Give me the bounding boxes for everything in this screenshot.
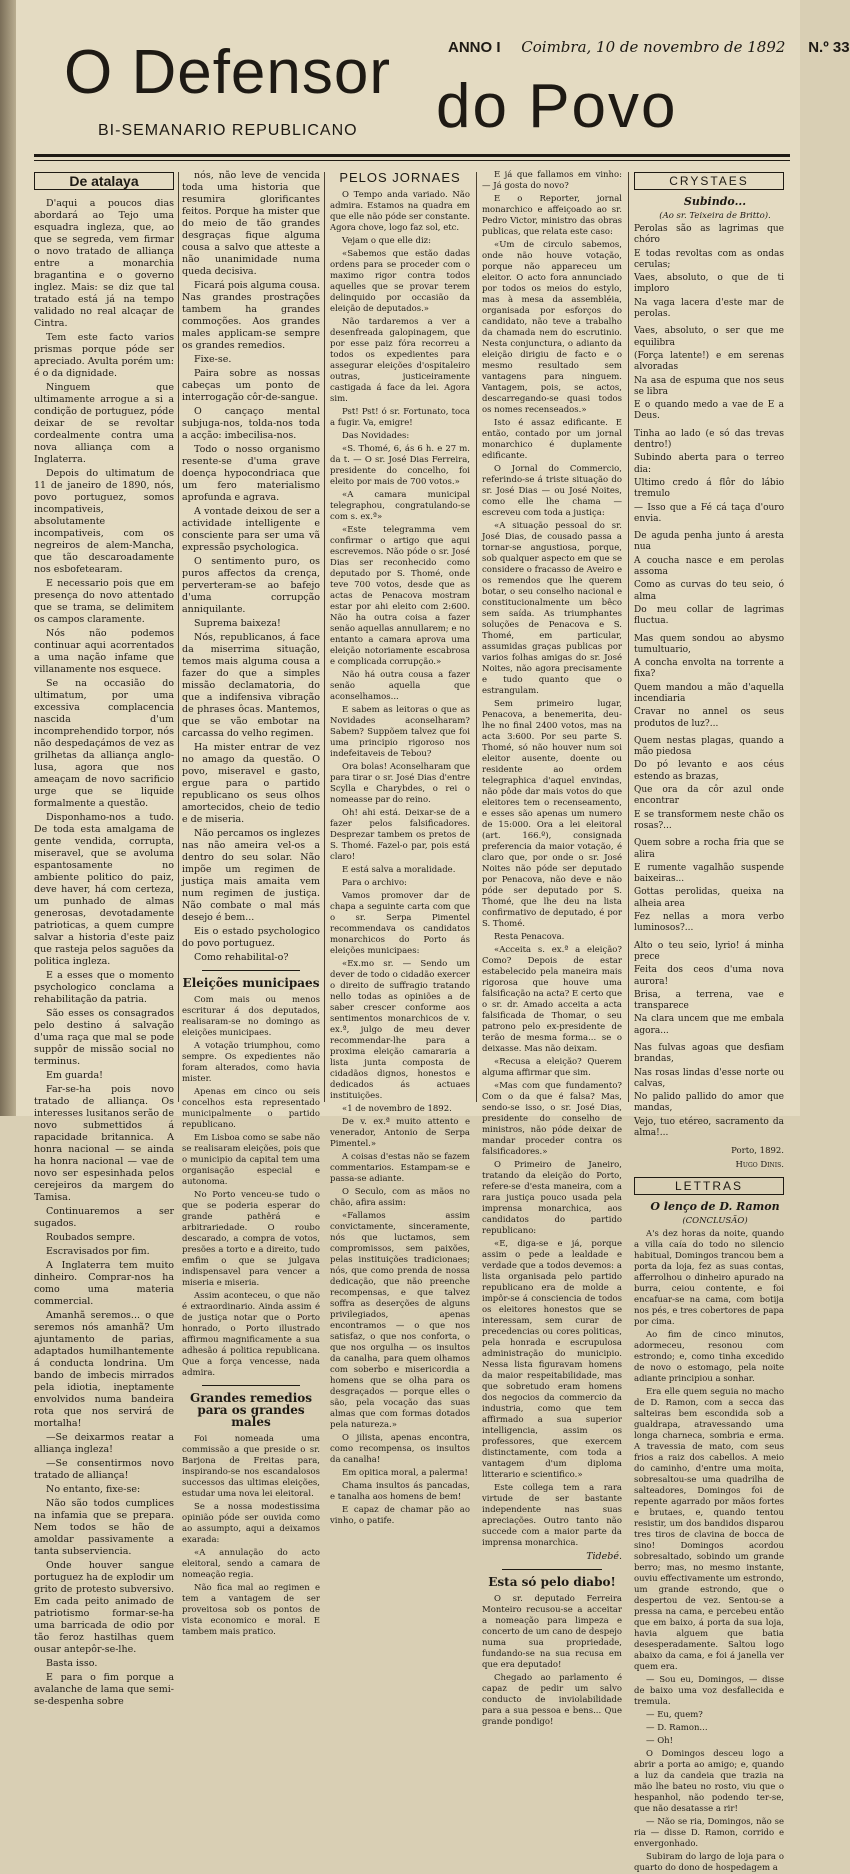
paragraph: A Inglaterra tem muito dinheiro. Comprar-nos ha como uma materia commercial. — [34, 1260, 174, 1307]
verse-line: Fez nellas a mora verbo luminosos?... — [634, 912, 784, 934]
paragraph: «A camara municipal telegraphou, congratulando-se com s. ex.ª» — [330, 490, 470, 522]
paragraph: Vejam o que elle diz: — [342, 236, 432, 246]
paragraph: «Acceita s. ex.ª a eleição? Como? Depois de estar estabelecido pela maneira mais rigorosa que houve uma falsificação na acta? E certo que o sr. dr. Amado acceita a acta falsificada de Thomar, o seu patrono pelo ex-presidente de terão de mesma forma... se o deixasse. Mas não deixam. — [482, 945, 622, 1054]
paragraph: Escravisados por fim. — [46, 1246, 150, 1257]
paragraph: — Não se ria, Domingos, não se ria — disse D. Ramon, corrido e envergonhado. — [634, 1817, 784, 1850]
paragraph: O sentimento puro, os puros affectos da crença, perverteram-se ao bafejo d'uma corrupção anniquilante. — [182, 556, 320, 615]
stanza — [634, 326, 784, 422]
paragraph: Ao fim de cinco minutos, adormeceu, resonou com estrondo; e, como tinha excedido de novo o estomago, pela noite adiante principiou a sonhar. — [634, 1330, 784, 1385]
verse-line: Que ora da côr azul onde encontrar — [634, 785, 784, 807]
verse-line: Ultimo credo á flôr do lábio tremulo — [634, 477, 784, 500]
masthead-rule — [34, 154, 790, 157]
paragraph: Em Lisboa como se sabe não se realisaram eleições, pois que o municipio da capital tem uma organisação especial e autonoma. — [182, 1133, 320, 1187]
paragraph: E a esses que o momento psychologico conclama a rehabilitação da patria. — [34, 970, 174, 1005]
paragraph: «A annulação do acto eleitoral, sendo a camara de nomeação regia. — [182, 1548, 320, 1580]
column-5 — [634, 170, 784, 1874]
paragraph: Não há outra cousa a fazer senão aquella que aconselhamos... — [330, 670, 470, 702]
verse-line: (Força latente!) e em serenas alvoradas — [634, 350, 784, 373]
article-heading: Grandes remedios para os grandes males — [189, 1391, 313, 1429]
paragraph: O Jornal do Commercio, referindo-se á triste situação do sr. José Dias — ou José Noites, como elle lhe chama — escreveu com toda a justiça: — [482, 464, 622, 518]
paragraph: Não tardaremos a ver a desenfreada galopinagem, que por esse paiz fóra recorreu a todos os expedientes para assegurar eleições d'ospitaleiro outras, justiceiramente castigada á face da lei. Agora sim. — [330, 317, 470, 404]
section-heading: CRYSTAES — [634, 172, 784, 190]
paragraph: «Fallamos assim convictamente, sinceramente, nós que luctamos, sem compromissos, sem paixões, pelas instituições tradicionaes; nós, que como prenda de nossa dedicação, que não preenche recompensas, e que talvez soffra as deserções de alguns privilegiados, apenas encontramos — o que nos satisfaz, o que nos conforta, o que nos orgulha — os insultos da canalha, para quem olhamos com soberbo e misericordia a homens que se olha para os desgraçados — porque elles o são, pela vocação das suas almas que com formas dotados pela natureza.» — [330, 1211, 470, 1430]
verse-line: Mas quem sondou ao abysmo tumultuario, — [634, 633, 784, 655]
paragraph: E já que fallamos em vinho: — Já gosta do novo? — [482, 170, 622, 191]
paragraph: A's dez horas da noite, quando a villa caía do todo no silencio habitual, Domingos trancou bem a porta da loja, fez as suas contas, afferrolhou o dinheiro apurado na burra, ceiou contente, e foi encafuar-se na cama, com botija nos pés, e tres cobertores de papa por cima. — [634, 1229, 784, 1328]
article-body — [182, 170, 320, 964]
paragraph: —Se consentirmos novo tratado de alliança! — [34, 1458, 174, 1481]
column-3 — [330, 170, 470, 1526]
verse-line: Feita dos ceos d'uma nova aurora! — [634, 965, 784, 987]
paragraph: Foi nomeada uma commissão a que preside o sr. Barjona de Freitas para, inspirando-se nos escandalosos successos das ultimas eleições, estudar uma nova lei eleitoral. — [182, 1434, 320, 1499]
paragraph: Com mais ou menos escriturar á dos deputados, realisaram-se no domingo as eleições municipaes. — [182, 995, 320, 1038]
paragraph: Resta Penacova. — [494, 932, 565, 942]
verse-line: E se transformem neste chão os rosas?... — [634, 809, 784, 831]
paragraph: O Domingos desceu logo a abrir a porta ao amigo; e, quando a luz da candeia que trazia na mão lhe bateu no rosto, viu que o hespanhol, não podendo ter-se, que não desatasse a rir! — [634, 1749, 784, 1815]
stanza — [634, 1043, 784, 1139]
paragraph: Se na occasião do ultimatum, por uma excessiva complacencia nascida d'um incomprehendido torpor, nós não despedaçámos de vez as grilhetas da alliança anglo-lusa, agora que nos ameaçam de novo sacrificio urge que se liquide formalmente a questão. — [34, 678, 174, 809]
paragraph: São esses os consagrados pelo destino á salvação d'uma raça que mal se pode suppôr de missão social no terminus. — [34, 1008, 174, 1067]
verse-line: No palido pallido do amor que mandas, — [634, 1092, 784, 1114]
paragraph: — Oh! — [646, 1736, 674, 1747]
verse-line: Alto o teu seio, lyrio! á minha prece — [634, 940, 784, 962]
verse-line: Na vaga lacera d'este mar de perolas. — [634, 297, 784, 320]
paragraph: Ha mister entrar de vez no amago da questão. O povo, miseravel e gasto, ergue para o partido republicano os seus olhos amortecidos, cheio de tedio e de miseria. — [182, 742, 320, 825]
paragraph: «Este telegramma vem confirmar o artigo que aqui escrevemos. Não póde o sr. José Dias ser reconhecido como deputado por S. Thomé, onde teve 700 votos, desde que as actas de Penacova mostram estar por ahi eleito com 2:600. Não ha outra coisa a fazer senão aquellas annullarem; e no entanto a camara aprova uma eleição notoriamente escabrosa e complicada corrupção.» — [330, 525, 470, 667]
paragraph: «A situação pessoal do sr. José Dias, de cousado passa a tornar-se angustiosa, porque, sob qualquer aspecto em que se considere o fracasso de Aveiro e os remendos que lhe querem botar, o seu conselho nacional e constitucionalmente um bêco sem saída. As triumphantes soluções de Penacova e S. Thomé, em particular, assumidas graças publicas por varios folhas amigas do sr. José Noites, não agora precisamente e tudo quanto que o estrangulam. — [482, 521, 622, 696]
paragraph: «Um de circulo sabemos, onde não houve votação, porque não appareceu um eleitor. O acto fora annunciado por todos os meios do estylo, mas à mesa da assembléia, organisada por esforços do candidato, não teve a trabalho da chamada nem do escrutinio. Nesta conjunctura, o adianto da eleição dirigiu de facto e o mesmo resultado sem vantagens para ninguem. Vantagem, pois, se actos, descarregando-se quasi todos os nomes recenseados.» — [482, 240, 622, 415]
paragraph: No entanto, fixe-se: — [46, 1484, 141, 1495]
article-heading: Eleições municipaes — [182, 976, 320, 990]
article-body — [182, 1434, 320, 1638]
issue-number: N.º 33 — [808, 39, 850, 56]
verse-line: Subindo aberta para o terreo dia: — [634, 453, 784, 475]
paragraph: Vamos promover dar de chapa a seguinte carta com que o sr. Serpa Pimentel recommendava os candidatos monarchicos do Porto ás eleições municipaes: — [330, 891, 470, 956]
poem-title: Subindo... — [683, 195, 747, 208]
paragraph: «E, diga-se e já, porque assim o pede a lealdade e verdade que a todos devemos: a lista organisada pelo partido republicano era de molde a impôr-se á consciencia de todos os eleitores honestos que se interessam, sem curar de precedencias ou cores politicas, pela honrada e escrupulosa administração do municipio. Nessa lista figuravam homens da maior respeitabilidade, mas que sobretudo eram homens dos negocios da commercio da industria, como que tem affirmado a sua superior intelligencia, assim os professores, que exercem distinctamente, com toda a vantagem d'um diploma litterario e scientifico.» — [482, 1239, 622, 1480]
divider — [202, 1385, 300, 1386]
paragraph: E o Reporter, jornal monarchico e affeiçoado ao sr. Pedro Victor, ministro das obras publicas, que relata este caso: — [482, 194, 622, 237]
verse-line: Do meu collar de lagrimas fluctua. — [634, 604, 784, 627]
article-body — [482, 1594, 622, 1728]
paragraph: Nós, republicanos, á face da miserrima situação, temos mais alguma cousa a fazer do que a simples missão declamatoria, do que a indifensiva vibração de phrases ôcas. Mantemos, que se vão embotar na carcassa do velho regimen. — [182, 632, 320, 739]
paragraph: E para o fim porque a avalanche de lama que semi-se-despenha sobre — [34, 1672, 174, 1707]
article-body — [482, 170, 622, 1549]
story-note: (CONCLUSÃO) — [682, 1216, 748, 1227]
paragraph: O jilista, apenas encontra, como recompensa, os insultos da canalha! — [330, 1433, 470, 1465]
column-4 — [482, 170, 622, 1727]
article-body — [34, 198, 174, 1708]
paragraph: Ora bolas! Aconselharam que para tirar o sr. José Dias d'entre Scylla e Charybdes, o rei o nomeasse par do reino. — [330, 762, 470, 805]
title-part-2: do Povo — [436, 72, 678, 141]
verse-line: — Isso que a Fé cá taça d'ouro envia. — [634, 502, 784, 524]
paragraph: Tem este facto varios prismas porque póde ser apreciado. Avulta porém um: é o da dignidade. — [34, 332, 174, 379]
stanza — [634, 429, 784, 525]
divider — [502, 1569, 602, 1570]
poem-place-date: Porto, 1892. — [731, 1146, 784, 1157]
verse-line: Tinha ao lado (e só das trevas dentro!) — [634, 428, 784, 451]
paragraph: Subiram do largo de loja para o quarto do dono de hospedagem a — [634, 1852, 784, 1874]
paragraph: Todo o nosso organismo resente-se d'uma grave doença hypocondriaca que um fero materialismo aprofunda e agrava. — [182, 444, 320, 503]
verse-line: Como as curvas do teu seio, ó alma — [634, 580, 784, 602]
paragraph: Onde houver sangue portuguez ha de explodir um grito de protesto subversivo. Em cada peito animado de patriotismo formar-se-ha uma barricada de odio por tão feroz hastilhas quem ousar antepôr-se-lhe. — [34, 1560, 174, 1655]
paragraph: O Tempo anda variado. Não admira. Estamos na quadra em que elle não póde ser constante. Agora chove, logo faz sol, etc. — [330, 190, 470, 233]
paragraph: Para o archivo: — [342, 878, 407, 888]
paragraph: D'aqui a poucos dias abordará ao Tejo uma esquadra ingleza, que, ao que se segreda, vem firmar o novo tratado de alliança entre a monarchia bragantina e o governo inglez. Mais: se diz que tal tratado está já na tempo validado no real alcaçar de Cintra. — [34, 198, 174, 329]
article-heading: De atalaya — [34, 172, 174, 190]
verse-line: Vejo, tuo etéreo, sacramento da alma!... — [634, 1116, 784, 1139]
paragraph: Este collega tem a rara virtude de ser bastante independente nas suas apreciações. Outro tanto não succede com a maior parte da imprensa monarchica. — [482, 1483, 622, 1548]
title-part-1: O Defensor — [64, 38, 392, 107]
column-separator — [476, 172, 477, 1102]
poet-name: Hugo Dinis. — [735, 1160, 784, 1171]
paragraph: Era elle quem seguia no macho de D. Ramon, com a secca das salteiras bem escondida sob a gualdrapa, atravessando uma longa charneca, sombria e erma. A travessia de mato, com seus frios a raiz dos cabellos. A meio do caminho, d'entre uma moita, sobresaltou-se uma quadrilha de salteadores, Domingos foi de repente agarrado por mãos fortes e brutaes, e, quando tentou resistir, um dos bandidos disparou tres tiros de clavina de bocca de sino! Domingos acordou sobresaltado, sobindo um grande berro; mas, no mesmo instante, ouviu effectivamente um estrondo, um grande estrondo, que o despertou de vez. Sentou-se a pressa na cama, e percebeu então que em baixo, á porta da sua loja, havia alguem que batia desesperadamente. Saltou logo abaixo da cama, e foi á janella ver quem era. — [634, 1387, 784, 1673]
paragraph: Nós não podemos continuar aqui acorrentados a uma nação infame que villanamente nos esquece. — [34, 628, 174, 675]
stanza — [634, 224, 784, 320]
paragraph: Como rehabilital-o? — [194, 952, 289, 963]
paragraph: Continuaremos a ser sugados. — [34, 1206, 174, 1229]
paragraph: nós, não leve de vencida toda uma historia que resumira glorificantes feitos. Porque ha mister que do meio de tão grandes desgraças fique alguma cousa a salvo que atteste a não unanimidade numa queda decisiva. — [182, 170, 320, 277]
dateline — [448, 38, 850, 56]
verse-line: A coucha nasce e em perolas assoma — [634, 555, 784, 578]
paragraph: A coisas d'estas não se fazem commentarios. Estampam-se e passa-se adiante. — [330, 1152, 470, 1184]
paragraph: «S. Thomé, 6, ás 6 h. e 27 m. da t. — O sr. José Dias Ferreira, presidente do concelho, foi eleito por mais de 700 votos.» — [330, 444, 470, 487]
paragraph: Apenas em cinco ou seis concelhos esta representado municipalmente o partido republicano. — [182, 1087, 320, 1130]
column-2 — [182, 170, 320, 1637]
verse-line: E rumente vagalhão suspende baixeiras... — [634, 862, 784, 885]
paragraph: A votação triumphou, como sempre. Os expedientes não foram alterados, como havia mister. — [182, 1041, 320, 1084]
article-heading: Esta só pelo diabo! — [488, 1575, 616, 1589]
paragraph: Paira sobre as nossas cabeças um ponto de interrogação côr-de-sangue. — [182, 368, 320, 403]
stanza — [634, 838, 784, 934]
verse-line: Perolas são as lagrimas que chóro — [634, 224, 784, 246]
paragraph: O sr. deputado Ferreira Monteiro recusou-se a acceitar a nomeação para limpeza e concerto de um cano de despejo numa sua propriedade, fundando-se na sua recusa em que era deputado! — [482, 1594, 622, 1670]
paragraph: Ficará pois alguma cousa. Nas grandes prostrações tambem ha grandes commoções. Aos grandes males applicam-se sempre os grandes remedios. — [182, 280, 320, 351]
verse-line: Cravar no annel os seus produtos de luz?... — [634, 707, 784, 729]
paragraph: — Eu, quem? — [646, 1710, 703, 1721]
paragraph: Pst! Pst! ó sr. Fortunato, toca a fugir. Va, emigre! — [330, 407, 470, 428]
paragraph: Far-se-ha pois novo tratado de alliança. Os interesses lusitanos serão de novo submettidos á rapacidade britannica. A honra nacional — se ainda ha honra nacional — vae de novo ser espesinhada pelos cerejeiros da margem do Tamisa. — [34, 1084, 174, 1203]
story-body — [634, 1229, 784, 1874]
paragraph: E sabem as leitoras o que as Novidades aconselharam? Sabem? Suppõem talvez que foi uma principio rigoroso nos indefeitaveis de Tebou? — [330, 705, 470, 759]
paragraph: Chegado ao parlamento é capaz de pedir um salvo conducto de inviolabilidade para a sua pessoa e bens... Que grande pondigo! — [482, 1673, 622, 1727]
paragraph: Não fica mal ao regimen e tem a vantagem de ser proveitosa sob os pontos de vista economico e moral. E tambem mais pratico. — [182, 1583, 320, 1637]
masthead-rule-thin — [34, 160, 790, 161]
paragraph: Amanhã seremos... o que seremos nós amanhã? Um ajuntamento de parias, adaptados humilhantemente á conducta londrina. Um bando de imbecis mirrados pela idiotia, ineptamente envolvidos numa bandeira rota que nos servirá de mortalha! — [34, 1310, 174, 1429]
paragraph: Não percamos os inglezes nas não ameira vel-os a dentro do seu solar. Não impõe um regimen de justiça mais amaita vem num regimen de justiça. Não combate o mal más desejo é bem... — [182, 828, 320, 923]
verse-line: Quem sobre a rocha fria que se alira — [634, 838, 784, 860]
issue-date: Coimbra, 10 de novembro de 1892 — [521, 38, 786, 56]
paragraph: Se a nossa modestissima opinião póde ser ouvida como ao assumpto, aqui a deixamos exarada: — [182, 1502, 320, 1545]
paragraph: O Seculo, com as mãos no chão, afira assim: — [330, 1187, 470, 1208]
verse-line: Quem mandou a mão d'aquella incendiaria — [634, 682, 784, 704]
subtitle: BI-SEMANARIO REPUBLICANO — [98, 122, 358, 139]
verse-line: Quem nestas plagas, quando a mão piedosa — [634, 735, 784, 758]
poem — [634, 224, 784, 1139]
year-label: ANNO I — [448, 39, 501, 56]
paragraph: Ninguem que ultimamente arrogue a si a condição de portuguez, póde deixar de se revoltar cordealmente contra uma nova alliança com a Inglaterra. — [34, 382, 174, 465]
paragraph: A vontade deixou de ser a actividade intelligente e consciente para ser uma vã expressão psychologica. — [182, 506, 320, 553]
verse-line: Gottas perolidas, queixa na alheia area — [634, 887, 784, 909]
paragraph: Suprema baixeza! — [194, 618, 281, 629]
divider — [202, 970, 300, 971]
poem-dedication: (Ao sr. Teixeira de Britto). — [659, 211, 771, 221]
paragraph: Em guarda! — [46, 1070, 103, 1081]
paragraph: O cançaço mental subjuga-nos, tolda-nos toda a acção: imbecilisa-nos. — [182, 406, 320, 441]
paragraph: E necessario pois que em presença do novo attentado que se trama, se delimitem os campos claramente. — [34, 578, 174, 625]
paragraph: De v. ex.ª muito attento e venerador, Antonio de Serpa Pimentel.» — [330, 1117, 470, 1149]
section-heading: LETTRAS — [634, 1177, 784, 1195]
article-body — [330, 190, 470, 1527]
stanza — [634, 634, 784, 730]
stanza — [634, 531, 784, 627]
paragraph: «1 de novembro de 1892. — [342, 1104, 452, 1114]
paragraph: Fixe-se. — [194, 354, 232, 365]
paragraph: «Sabemos que estão dadas ordens para se proceder com o maximo rigor contra todos aquelles que se provar terem delinquido por occasião da eleição de deputados.» — [330, 249, 470, 314]
paragraph: Isto é assaz edificante. E então, contado por um jornal monarchico é duplamente edificante. — [482, 418, 622, 461]
verse-line: Vaes, absoluto, o ser que me equilibra — [634, 326, 784, 348]
paragraph: Depois do ultimatum de 11 de janeiro de 1890, nós, povo portuguez, somos incompativeis, absolutamente incompativeis, com os negreiros de alem-Mancha, que tão descaroadamente nos esbofetearam. — [34, 468, 174, 575]
verse-line: Na asa de espuma que nos seus se libra — [634, 375, 784, 397]
verse-line: Vaes, absoluto, o que de ti imploro — [634, 273, 784, 295]
masthead — [24, 28, 850, 160]
paragraph: —Se deixarmos reatar a alliança ingleza! — [34, 1432, 174, 1455]
stanza — [634, 736, 784, 832]
column-separator — [324, 172, 325, 1102]
verse-line: E todas revoltas com as ondas cerulas; — [634, 248, 784, 270]
stanza — [634, 941, 784, 1037]
paragraph: Eis o estado psychologico do povo portuguez. — [182, 926, 320, 949]
verse-line: Na clara uncem que me embala agora... — [634, 1014, 784, 1036]
paragraph: O Primeiro de Janeiro, tratando da eleição do Porto, refere-se d'esta maneira, com a rara justiça pouco usada pela imprensa monarchica, aos candidatos do partido republicano: — [482, 1160, 622, 1236]
verse-line: A concha envolta na torrente a fixa? — [634, 658, 784, 680]
binding-edge — [0, 0, 16, 1116]
column-separator — [178, 172, 179, 1102]
paragraph: E está salva a moralidade. — [342, 865, 456, 875]
paragraph: Roubados sempre. — [46, 1232, 136, 1243]
paragraph: — D. Ramon... — [646, 1723, 708, 1734]
column-1 — [34, 170, 174, 1707]
column-separator — [628, 172, 629, 1102]
paragraph: Oh! ahi está. Deixar-se de a fazer pelos falsificadores. Desprezar tambem os pretos de S. Thomé. Fazel-o par, pois está claro! — [330, 808, 470, 862]
paragraph: E capaz de chamar pão ao vinho, o patife. — [330, 1505, 470, 1526]
paragraph: Sem primeiro lugar, Penacova, a benemerita, deu-lhe no final 2400 votos, mas na acta 3:600. Por seu parte S. Thomé, só não houver num soi eleitor ausente, doente ou residente ao ordem telegraphica d'aquel envindas, não pôde dar mais votos do que eleitores tem o recenseamento, e esses são apenas um numero de 15:000. Ora a lei eleitoral (art. 166.º), consignada preferencia da maior votação, é claro que, por onde o sr. José Noites não póde ser deputado por Penacova, não deve e não póde ser deputado por S. Thomé, que lhe deu na lista confirmativo de deputado, é por S. Thomé. — [482, 699, 622, 929]
signature: Tidebé. — [586, 1551, 622, 1562]
paragraph: — Sou eu, Domingos, — disse de baixo uma voz desfallecida e tremula. — [634, 1675, 784, 1708]
section-heading: PELOS JORNAES — [339, 170, 461, 185]
story-title: O lenço de D. Ramon — [650, 1200, 780, 1214]
paragraph: Em opitica moral, a palerma! — [342, 1468, 468, 1478]
verse-line: Brisa, a terrena, vae e transparece — [634, 989, 784, 1012]
verse-line: E o quando medo a vae de E a Deus. — [634, 400, 784, 422]
paragraph: Chama insultos ás pancadas, e tanalha aos homens de bem! — [330, 1481, 470, 1502]
paragraph: Assim aconteceu, o que não é extraordinario. Ainda assim é de justiça notar que o Porto honrado, o Porto illustrado affirmou magnificamente a sua adhesão á politica republicana. Que a força vencesse, nada admira. — [182, 1291, 320, 1378]
paragraph: No Porto venceu-se tudo o que se poderia esperar do grande pathêrá e arbitrariedade. O roubo descarado, a compra de votos, presões a torto e a direito, tudo emfim o que se julgava indispensavel para vencer a miseria e miseria. — [182, 1190, 320, 1288]
verse-line: Nas fulvas agoas que desfiam brandas, — [634, 1043, 784, 1065]
paragraph: «Recusa a eleição? Querem alguma affirmar que sim. — [482, 1057, 622, 1078]
article-body — [182, 995, 320, 1379]
paragraph: «Mas com que fundamento? Com o da que é falsa? Mas, sendo-se isso, o sr. José Dias, presidente do conselho de ministros, não póde deixar de mandar proceder contra os falsificadores.» — [482, 1081, 622, 1157]
verse-line: Do pó levanto e aos céus estendo as brazas, — [634, 760, 784, 782]
paragraph: Disponhamo-nos a tudo. De toda esta amalgama de gente vendida, corrupta, miseravel, que se avoluma espantosamente no ambiente politico do paiz, deve haver, há com certeza, um punhado de almas generosas, devotadamente patrioticas, a quem cumpre salvar a historia d'este paiz que rasteja pelos saguões da politica ingleza. — [34, 812, 174, 967]
paragraph: Basta isso. — [46, 1658, 98, 1669]
verse-line: De aguda penha junto á aresta nua — [634, 531, 784, 553]
verse-line: Nas rosas lindas d'esse norte ou calvas, — [634, 1067, 784, 1089]
paragraph: Das Novidades: — [342, 431, 410, 441]
paragraph: «Ex.mo sr. — Sendo um dever de todo o cidadão exercer o direito de suffragio tratando nello todas as opiniões a de saber crescer conforme aos sentimentos monarchicos de v. ex.ª, julgo de meu dever recommendar-lhe para a proxima eleição camararia a lista junta composta de cidadãos dignos, honestos e dedicados ás actuaes instituições. — [330, 959, 470, 1101]
paragraph: Não são todos cumplices na infamia que se prepara. Nem todos se hão de amoldar passivamente a tanta subserviencia. — [34, 1498, 174, 1557]
